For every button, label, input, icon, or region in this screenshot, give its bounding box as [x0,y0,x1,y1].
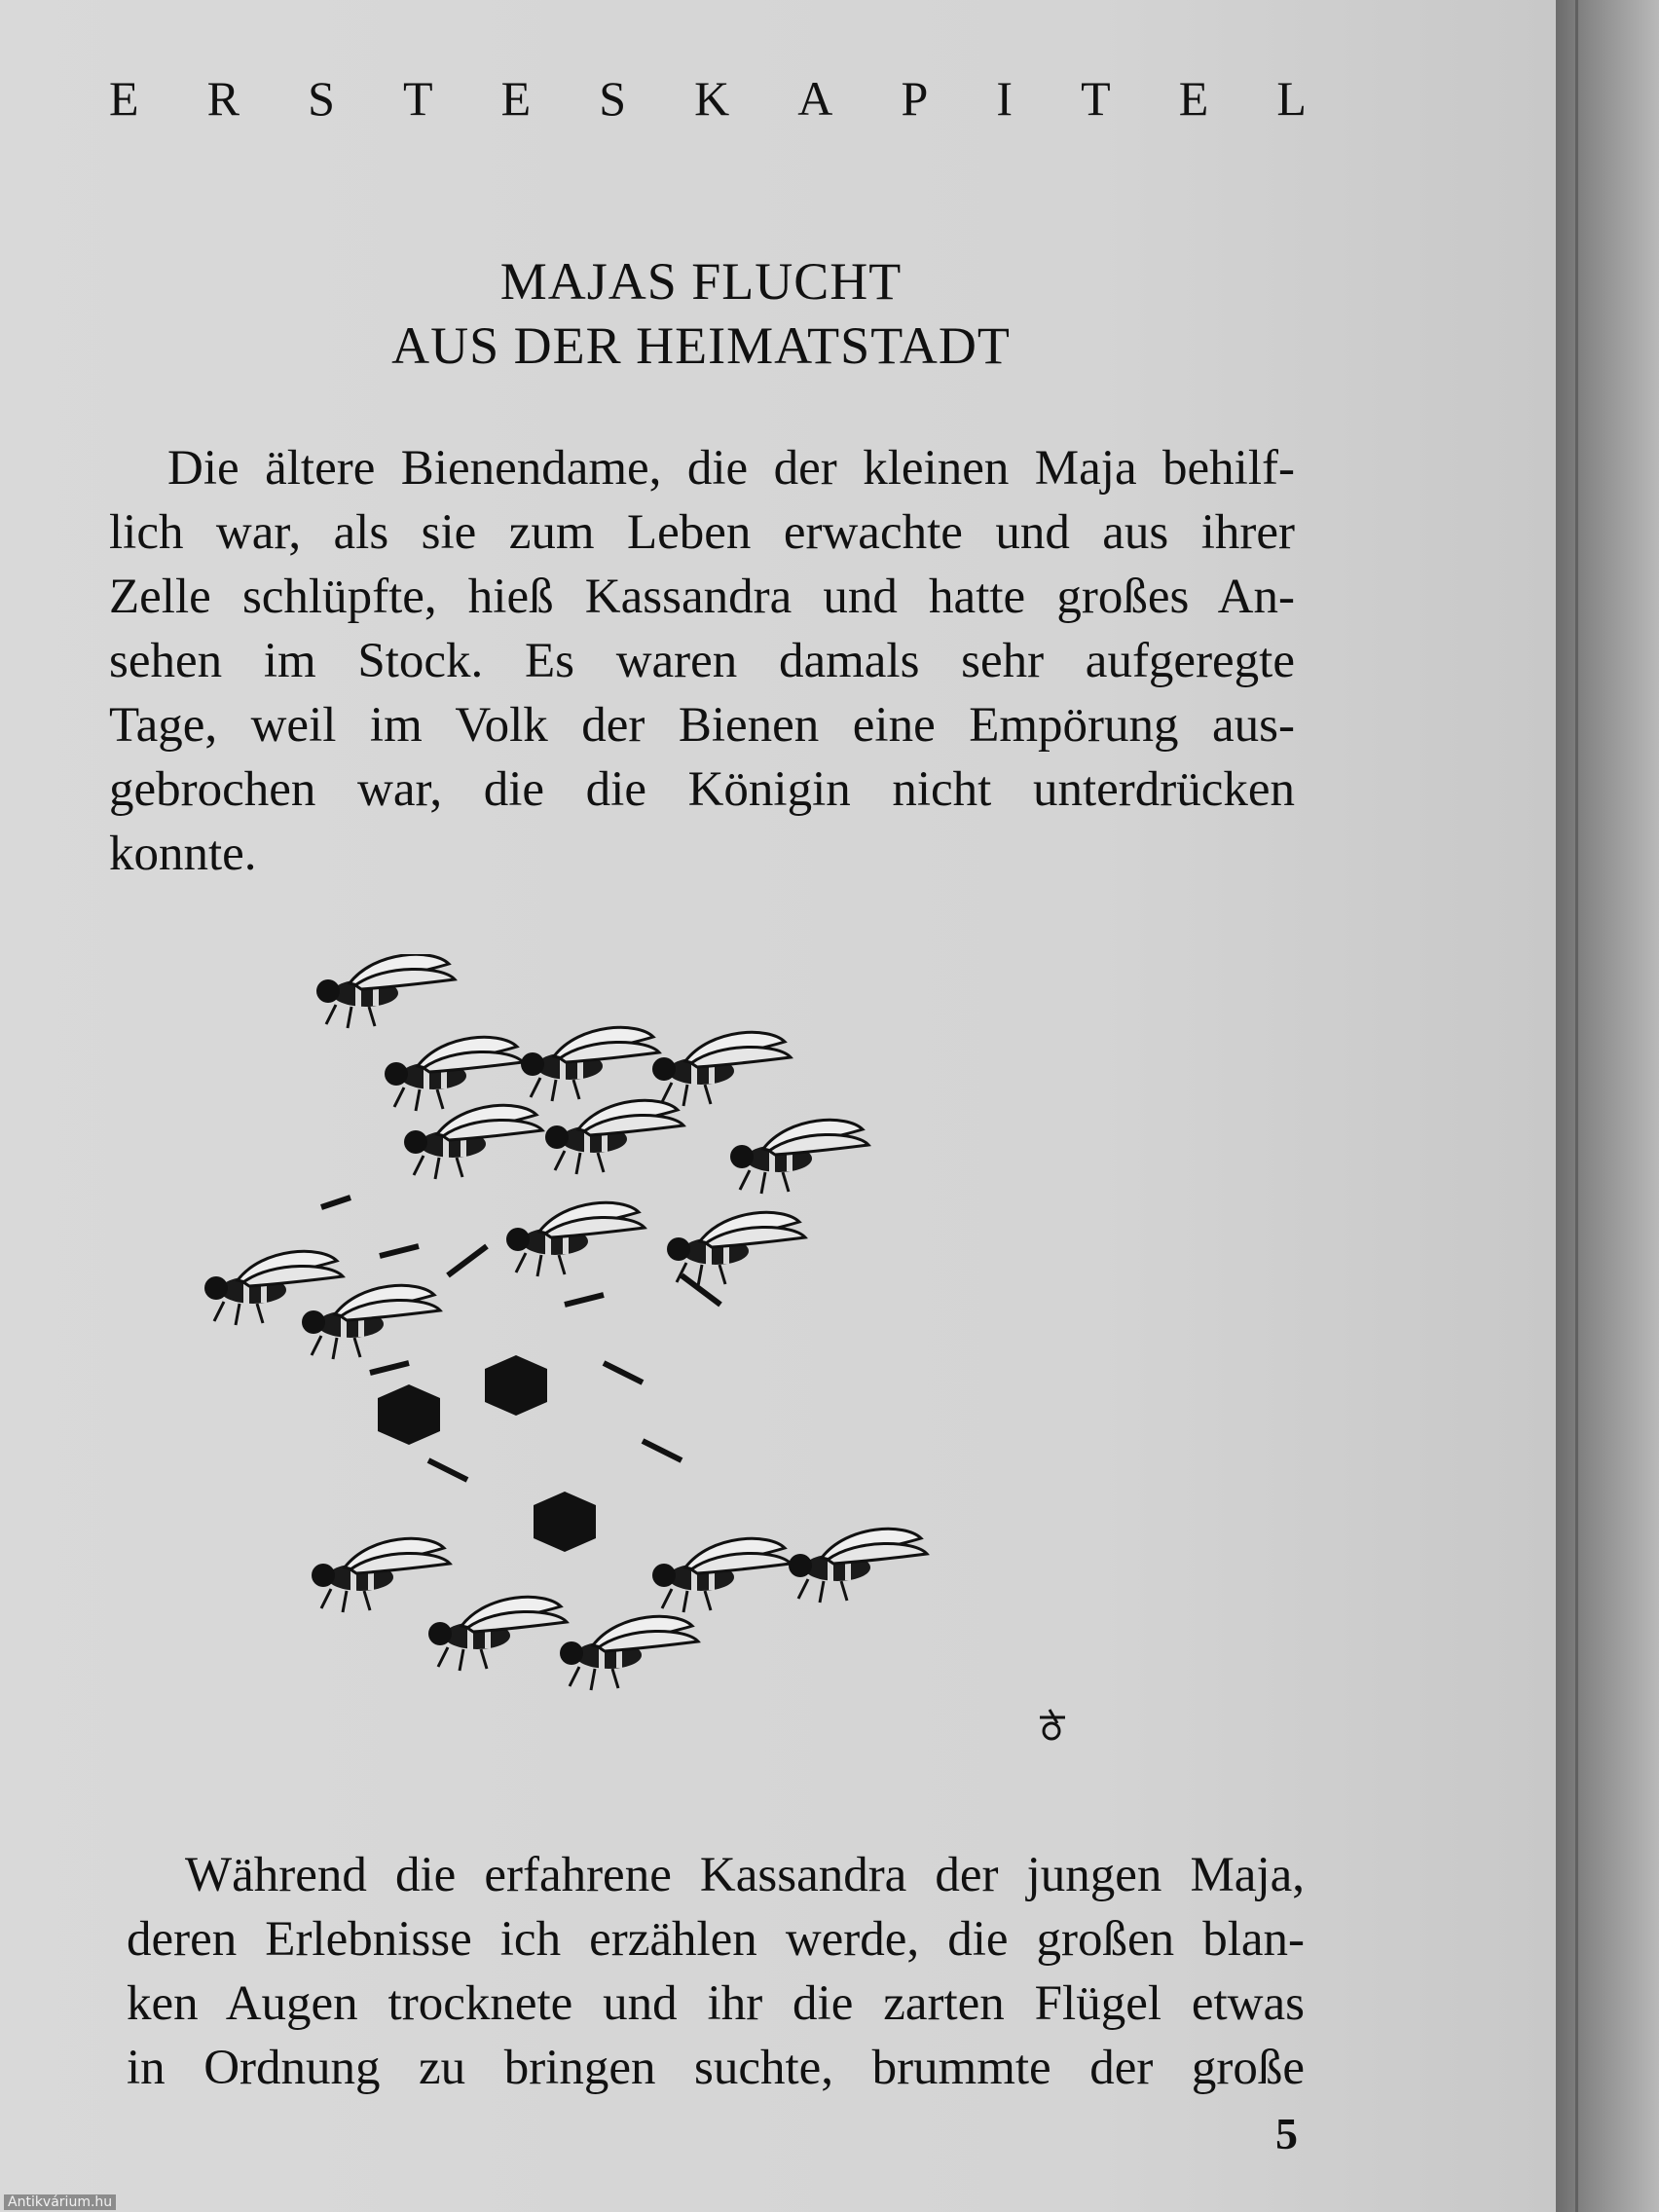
watermark: Antikvárium.hu [4,2194,116,2210]
illustrator-monogram [1040,1710,1065,1739]
page-number: 5 [1275,2109,1298,2158]
bee-drawing [312,1538,450,1612]
text-line: Die ältere Bienendame, die der kleinen Maja behilf- [167,441,1295,496]
chapter-letter: P [901,71,929,126]
bee-drawing [428,1597,567,1671]
paragraph-1 [109,436,1295,886]
chapter-letter: R [206,71,240,126]
bee-drawing [506,1202,645,1276]
chapter-letter: S [599,71,627,126]
chapter-letter: E [1178,71,1209,126]
text-line: lich war, als sie zum Leben erwachte und aus ihrer [109,505,1295,560]
chapter-title-line2: AUS DER HEIMATSTADT [391,316,1011,375]
chapter-letter: T [402,71,433,126]
bee-drawing [730,1120,868,1194]
chapter-letter: A [797,71,833,126]
paragraph-2 [127,1843,1305,2100]
text-line: gebrochen war, die die Königin nicht unterdrücken [109,762,1295,817]
chapter-letter: I [996,71,1014,126]
text-line: konnte. [109,827,257,881]
bee-drawing [302,1285,440,1359]
text-line: in Ordnung zu bringen suchte, brummte der große [127,2041,1305,2095]
text-line: Tage, weil im Volk der Bienen eine Empörung aus- [109,698,1295,753]
bee-drawing [404,1105,542,1179]
bee-drawing [316,954,455,1028]
chapter-letter: K [694,71,730,126]
bee-drawing [652,1538,791,1612]
bee-drawing [667,1212,805,1286]
text-line: sehen im Stock. Es waren damals sehr aufgeregte [109,634,1295,688]
text-line: ken Augen trocknete und ihr die zarten Flügel etwas [127,1976,1305,2031]
bee-swarm-illustration [195,954,1217,1772]
comb-cell [485,1355,547,1416]
comb-cell [378,1384,440,1445]
comb-cell [534,1492,596,1552]
bee-drawing [652,1032,791,1106]
bee-drawing [521,1027,659,1101]
bee-drawing [204,1251,343,1325]
binding-line [1575,0,1578,2212]
chapter-letter: L [1276,71,1307,126]
chapter-title-line1: MAJAS FLUCHT [499,252,903,311]
text-line: Zelle schlüpfte, hieß Kassandra und hatte großes An- [109,570,1295,624]
bee-drawing [385,1037,523,1111]
chapter-letter: E [500,71,532,126]
text-line: deren Erlebnisse ich erzählen werde, die großen blan- [127,1912,1305,1967]
bee-drawing [560,1616,698,1690]
chapter-heading [109,70,1307,127]
binding-edge [1556,0,1659,2212]
chapter-letter: S [308,71,335,126]
bee-drawing [789,1529,927,1603]
chapter-letter: T [1081,71,1111,126]
chapter-title [0,249,1402,378]
bee-drawing [545,1100,683,1174]
text-line: Während die erfahrene Kassandra der jungen Maja, [185,1848,1305,1902]
chapter-letter: E [109,71,139,126]
